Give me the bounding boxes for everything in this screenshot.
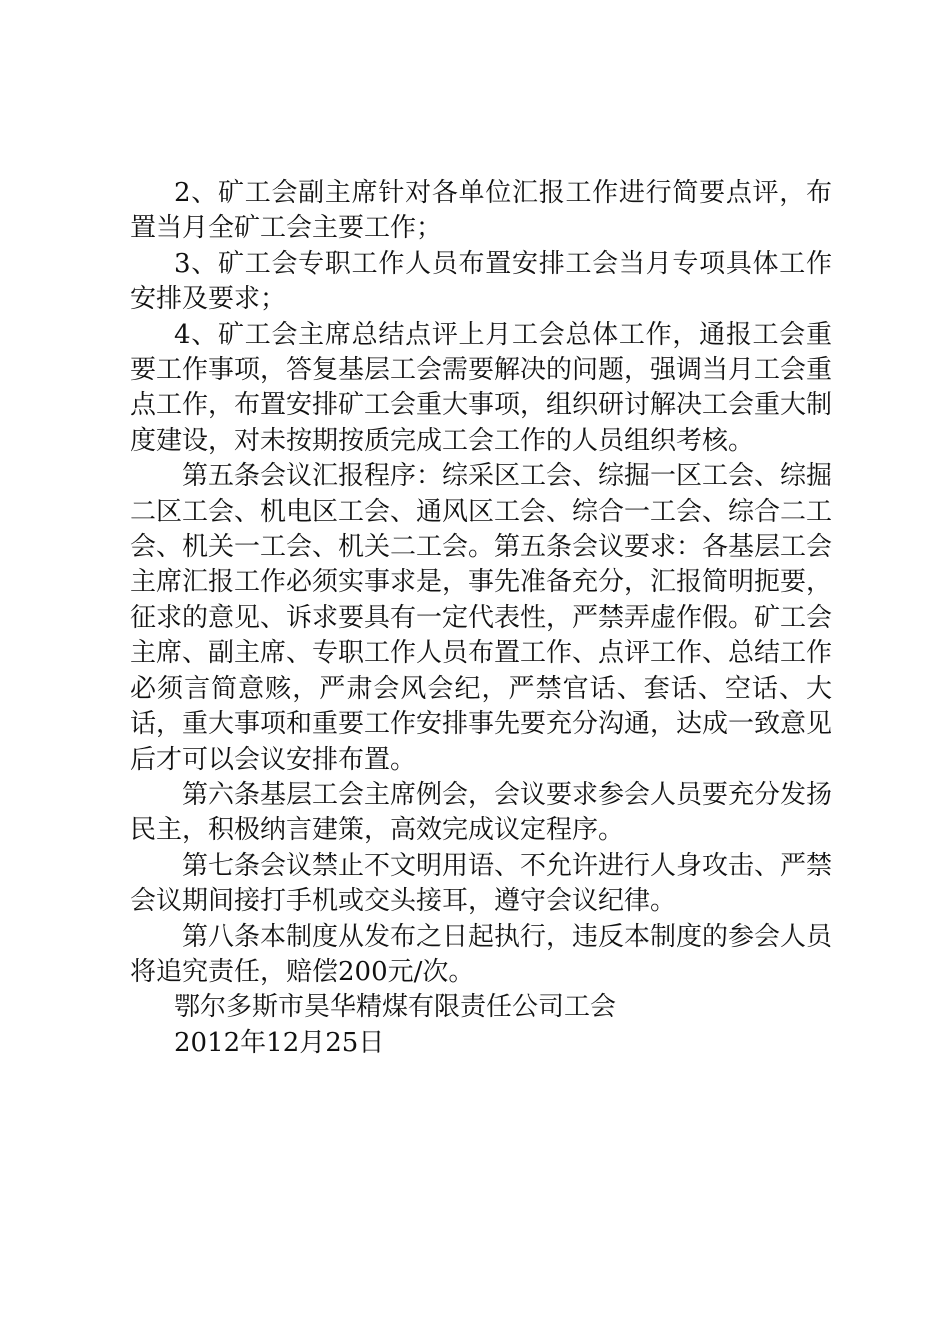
signature-line: 鄂尔多斯市昊华精煤有限责任公司工会 [174, 992, 617, 1023]
paragraph-item-4: 4、矿工会主席总结点评上月工会总体工作，通报工会重要工作事项，答复基层工会需要解决的问题，强调当月工会重点工作，布置安排矿工会重大事项，组织研讨解决工会重大制度建设，对未按期按质完成工会工作的人员组织考核。 [130, 319, 833, 456]
document-body [130, 176, 832, 1061]
paragraph-item-3: 3、矿工会专职工作人员布置安排工会当月专项具体工作安排及要求； [130, 248, 832, 315]
paragraph-article-5: 第五条会议汇报程序：综采区工会、综掘一区工会、综掘二区工会、机电区工会、通风区工会、综合一工会、综合二工会、机关一工会、机关二工会。第五条会议要求：各基层工会主席汇报工作必须实事求是，事先准备充分，汇报简明扼要，征求的意见、诉求要具有一定代表性，严禁弄虚作假。矿工会主席、副主席、专职工作人员布置工作、点评工作、总结工作必须言简意赅，严肃会风会纪，严禁官话、套话、空话、大话，重大事项和重要工作安排事先要充分沟通，达成一致意见后才可以会议安排布置。 [130, 461, 833, 775]
date-line: 2012年12月25日 [174, 1027, 385, 1058]
paragraph-article-7: 第七条会议禁止不文明用语、不允许进行人身攻击、严禁会议期间接打手机或交头接耳，遵守会议纪律。 [130, 850, 833, 917]
paragraph-article-6: 第六条基层工会主席例会，会议要求参会人员要充分发扬民主，积极纳言建策，高效完成议定程序。 [130, 779, 833, 846]
paragraph-item-2: 2、矿工会副主席针对各单位汇报工作进行简要点评，布置当月全矿工会主要工作； [130, 178, 832, 244]
paragraph-article-8: 第八条本制度从发布之日起执行，违反本制度的参会人员将追究责任，赔偿200元/次。 [130, 921, 833, 987]
